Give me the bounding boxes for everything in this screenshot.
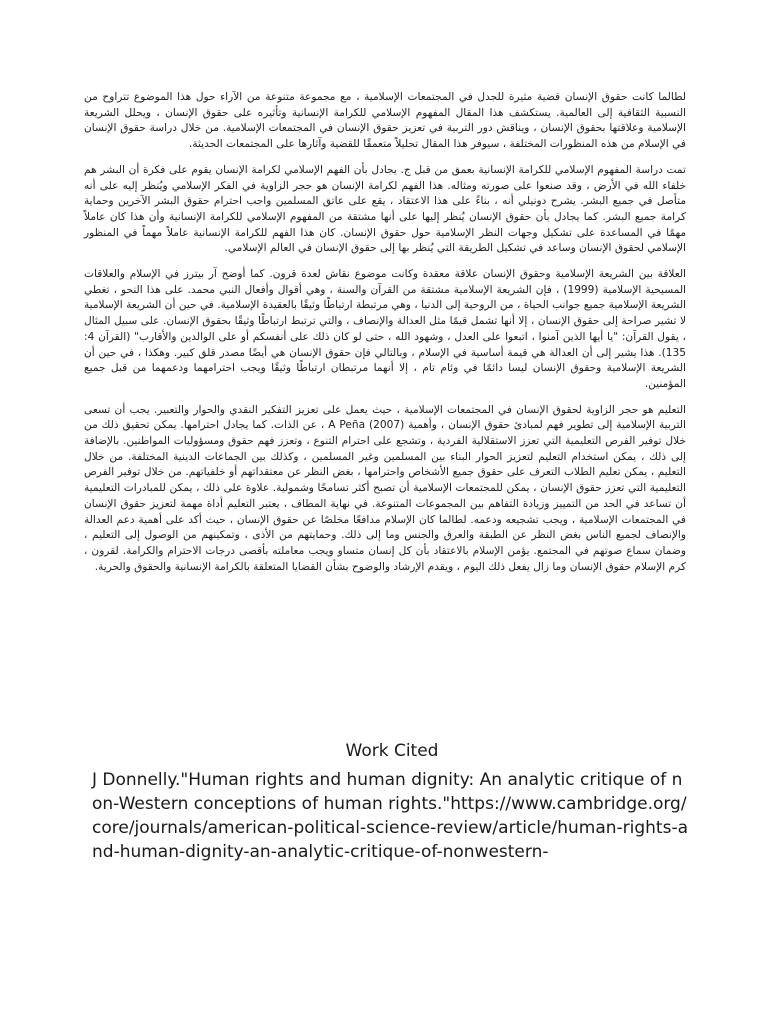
paragraph-introduction: لطالما كانت حقوق الإنسان قضية مثيرة للجدل في المجتمعات الإسلامية ، مع مجموعة متنوعة من الآراء حول هذا الموضوع تتراوح من النسبية الثقافية إلى العالمية. يستكشف هذا المقال المفهوم الإسلامي للكرامة الإنسانية وتأثيره على حقوق الإنسان ، ويحلل الشريعة الإسلامية وعلاقتها بحقوق الإنسان ، ويناقش دور التربية في تعزيز حقوق الإنسان في المجتمعات الإسلامية. من خلال دراسة حقوق الإنسان في الإسلام من هذه المنظورات المختلفة ، سيوفر هذا المقال تحليلاً متعمقًا للقضية وآثارها على المجتمعات الحديثة. [84,91,686,151]
paragraph-human-dignity: تمت دراسة المفهوم الإسلامي للكرامة الإنسانية بعمق من قبل ج. يجادل بأن الفهم الإسلامي لكرامة الإنسان يقوم على فكرة أن البشر هم خلفاء الله في الأرض ، وقد صنعوا على صورته ومثاله. هذا الفهم لكرامة الإنسان هو حجر الزاوية في الفكر الإسلامي ويُنظر إليه على أنه متأصل في جميع البشر. يشرح دونيلي أنه ، بناءً على هذا الاعتقاد ، يقع على عاتق المسلمين واجب احترام حقوق البشر الآخرين وحماية كرامة جميع البشر. كما يجادل بأن حقوق الإنسان يُنظر إليها على أنها مشتقة من المفهوم الإسلامي للكرامة الإنسانية وأن هذا كان عاملاً مهمًا في المساعدة على تشكيل وجهات النظر الإسلامية حول حقوق الإنسان. كان هذا الفهم للكرامة الإنسانية عاملاً مهماً في المنظور الإسلامي لحقوق الإنسان وساعد في تشكيل الطريقة التي يُنظر بها إلى حقوق الإنسان في العالم الإسلامي. [84,163,686,255]
paragraph-education: التعليم هو حجر الزاوية لحقوق الإنسان في المجتمعات الإسلامية ، حيث يعمل على تعزيز التفكير النقدي والحوار والتعبير. يجب أن تسعى التربية الإسلامية إلى تطوير فهم لمبادئ حقوق الإنسان ، وأهمية A Peña (2007) ، عن الذات. كما يجادل احترامها. يمكن تحقيق ذلك من خلال توفير الفرص التعليمية التي تعزز الاستقلالية الفردية ، وتشجع على احترام التنوع ، وتعزز فهم حقوق ومسؤوليات المواطنين. بالإضافة إلى ذلك ، يمكن استخدام التعليم لتعزيز الحوار البناء بين المسلمين وغير المسلمين ، وكذلك بين الجماعات الدينية المختلفة. من خلال التعليم ، يمكن تعليم الطلاب التعرف على حقوق جميع الأشخاص واحترامها ، بغض النظر عن معتقداتهم أو خلفياتهم. من خلال توفير الفرص التعليمية التي تعزز حقوق الإنسان ، يمكن للمجتمعات الإسلامية أن تصبح أكثر تسامحًا وشمولية. علاوة على ذلك ، يمكن للمبادرات التعليمية أن تساعد في الحد من التمييز وزيادة التفاهم بين المجموعات المتنوعة. في نهاية المطاف ، يعتبر التعليم أداة مهمة لتعزيز حقوق الإنسان في المجتمعات الإسلامية ، ويجب تشجيعه ودعمه. لطالما كان الإسلام مدافعًا مخلصًا عن حقوق الإنسان ، حيث أكد على أهمية دعم العدالة والإنصاف لجميع الناس بغض النظر عن الطبقة والعرق والجنس وما إلى ذلك. وحمايتهم من الأذى ، وتمكينهم من الوصول إلى التعليم ، وضمان سماع صوتهم في المجتمع. يؤمن الإسلام بالاعتقاد بأن كل إنسان متساو ويجب معاملته بأقصى درجات الاحترام والكرامة. لقرون ، كرم الإسلام حقوق الإنسان وما زال يفعل ذلك اليوم ، ويقدم الإرشاد والوضوح بشأن القضايا المتعلقة بالكرامة الإنسانية والحقوق والحرية. [84,403,686,573]
paragraph-sharia-law: العلاقة بين الشريعة الإسلامية وحقوق الإنسان علاقة معقدة وكانت موضوع نقاش لعدة قرون. كما أوضح آر بيترز في الإسلام والعلاقات المسيحية الإسلامية (1999) ، فإن الشريعة الإسلامية مشتقة من القرآن والسنة ، وهي أقوال وأفعال النبي محمد. على هذا النحو ، تغطي الشريعة الإسلامية جميع جوانب الحياة ، من الروحية إلى الدنيا ، وهي مرتبطة ارتباطًا وثيقًا بالعقيدة الإسلامية. في حين أن الشريعة الإسلامية لا تشير صراحة إلى حقوق الإنسان ، إلا أنها تشمل قيمًا مثل العدالة والإنصاف ، والتي ترتبط ارتباطًا وثيقًا بحقوق الإنسان. على سبيل المثال ، يقول القرآن: "يا أيها الذين آمنوا ، اتبعوا على العدل ، وشهود الله ، حتى لو كان ذلك على أنفسكم أو على الوالدين والأقارب" (القرآن 4: 135). هذا يشير إلى أن العدالة هي قيمة أساسية في الإسلام ، وبالتالي فإن حقوق الإنسان هي أيضًا مصدر قلق كبير. وهكذا ، في حين أن الشريعة الإسلامية وحقوق الإنسان ليسا دائمًا في وئام تام ، إلا أنهما مرتبطان ارتباطًا وثيقًا ويجب احترامهما ودعمهما من قبل جميع المؤمنين. [84,268,686,390]
works-cited-section [92,740,692,864]
arabic-essay-body [84,90,686,585]
citation-entry: J Donnelly."Human rights and human dignity: An analytic critique of non-Western conceptions of human rights."https://www.cambridge.org/core/journals/american-political-science-review/article/human-rights-and-human-dignity-an-analytic-critique-of-nonwestern- [92,770,688,862]
works-cited-heading: Work Cited [345,741,439,761]
